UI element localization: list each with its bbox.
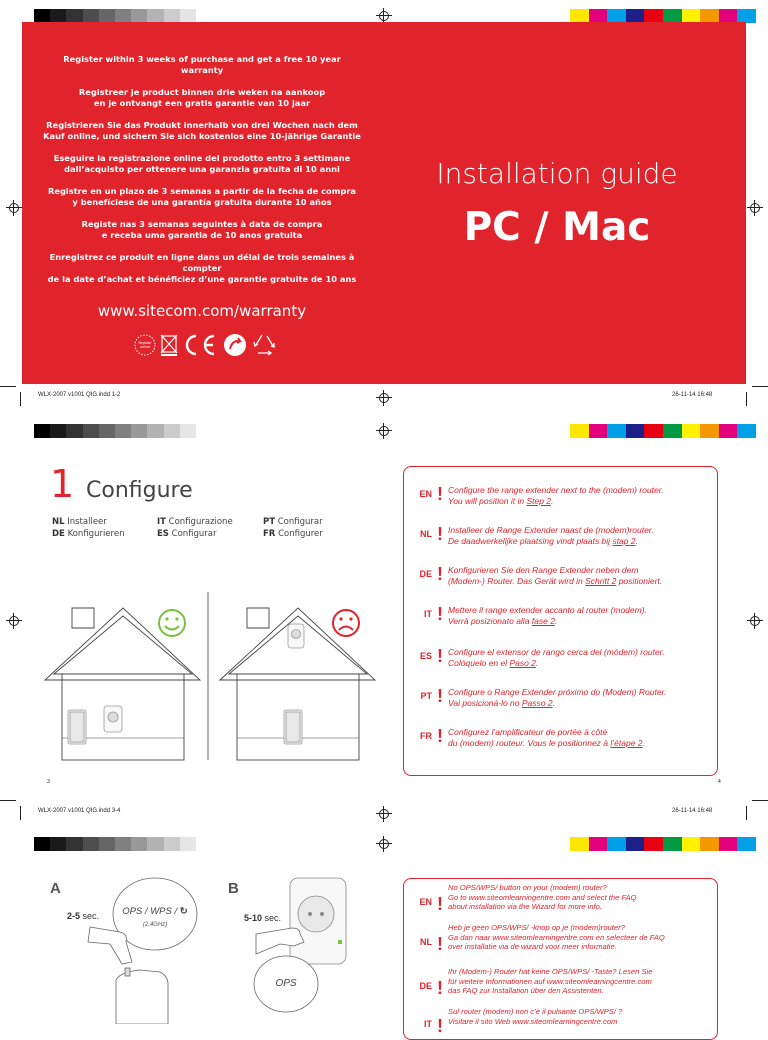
step1-instructions-box bbox=[403, 466, 718, 776]
color-bar-mid bbox=[570, 424, 756, 438]
guide-title: Installation guide bbox=[436, 157, 678, 190]
lang-text: Configurazione bbox=[168, 517, 233, 527]
warranty-url[interactable]: www.sitecom.com/warranty bbox=[97, 302, 307, 320]
crop-mark-icon bbox=[747, 200, 763, 216]
exclamation-icon: ! bbox=[437, 646, 443, 666]
range-extender-icon bbox=[290, 878, 346, 964]
instruction-punct: . bbox=[552, 697, 555, 708]
reg-de: Registrieren Sie das Produkt innerhalb von drei Wochen nach dem Kauf online, und sichern Sie sich kostenlos eine 10-jährige Garantie bbox=[43, 120, 361, 141]
lang-code: NL bbox=[420, 937, 432, 947]
duration-unit: sec. bbox=[264, 913, 282, 923]
step-link[interactable]: Paso 2 bbox=[509, 657, 536, 668]
recycle-arrow-icon bbox=[224, 334, 246, 356]
info-row bbox=[404, 923, 665, 953]
info-row bbox=[404, 1007, 622, 1035]
lang-text: Configurar bbox=[277, 517, 323, 527]
instruction-line: Configure the range extender next to the (modem) router. bbox=[448, 485, 664, 495]
crop-mark-icon bbox=[376, 806, 392, 822]
trim-mark bbox=[0, 800, 16, 801]
grayscale-bar-top bbox=[34, 9, 196, 23]
lang-text: Configurar bbox=[171, 529, 217, 539]
wps-button-icon: ↻ bbox=[177, 906, 188, 917]
trim-mark bbox=[752, 800, 768, 801]
trim-mark bbox=[752, 386, 768, 387]
info-line: No OPS/WPS/ button on your (modem) router? bbox=[448, 883, 607, 892]
trim-mark bbox=[20, 392, 21, 406]
smiley-sad-icon bbox=[333, 610, 359, 636]
lang-code: PT bbox=[420, 691, 432, 701]
exclamation-icon: ! bbox=[437, 1016, 443, 1036]
lang-code: ES bbox=[419, 651, 432, 661]
instruction-row bbox=[404, 525, 654, 546]
grayscale-bar-mid bbox=[34, 424, 196, 438]
instruction-punct: . bbox=[551, 495, 554, 506]
no-wps-info-box bbox=[403, 878, 718, 1040]
instruction-line: Installeer de Range Extender naast de (modem)router. bbox=[448, 525, 654, 535]
step-link[interactable]: Schritt 2 bbox=[585, 575, 617, 586]
exclamation-icon: ! bbox=[437, 934, 443, 954]
lang-code: NL bbox=[52, 517, 65, 527]
reg-es: Registre en un plazo de 3 semanas a partir de la fecha de compra y benefíciese de una garantía gratuita durante 10 años bbox=[47, 186, 357, 207]
step-title: Configure bbox=[86, 478, 193, 503]
info-line: Ga dan naar www.siteomlearningentre.com en selecteer de FAQ bbox=[448, 932, 665, 942]
instruction-row bbox=[404, 727, 645, 748]
duration-value: 5-10 bbox=[244, 913, 263, 923]
exclamation-icon: ! bbox=[437, 894, 443, 914]
slug-file: WLX-2007 v1001 QIG.indd 3-4 bbox=[38, 808, 121, 814]
color-bar-bottom bbox=[570, 837, 756, 851]
duration-unit: sec. bbox=[82, 911, 100, 921]
step-link[interactable]: stap 2 bbox=[612, 535, 636, 546]
crop-mark-icon bbox=[376, 423, 392, 439]
smiley-happy-icon bbox=[159, 610, 185, 636]
router-icon bbox=[68, 710, 86, 744]
lang-text: Configurer bbox=[278, 529, 323, 539]
instruction-line: Colóquelo en el bbox=[448, 657, 510, 668]
exclamation-icon: ! bbox=[437, 686, 443, 706]
instruction-line: Vai posicioná-lo no bbox=[448, 697, 522, 708]
reg-fr: Enregistrez ce produit en ligne dans un délai de trois semaines à compter de la date d’achat et bénéficiez d’une garantie gratuite de 10 ans bbox=[47, 252, 357, 284]
lang-code: DE bbox=[52, 529, 65, 539]
step-link[interactable]: l’étape 2 bbox=[610, 737, 643, 748]
step-link[interactable]: Passo 2 bbox=[521, 697, 553, 708]
crop-mark-icon bbox=[6, 613, 22, 629]
router-icon bbox=[284, 710, 302, 744]
wps-label-text: OPS / WPS / bbox=[122, 906, 178, 917]
lang-code: DE bbox=[419, 569, 432, 579]
lang-text: Installeer bbox=[67, 517, 107, 527]
instruction-row bbox=[404, 647, 665, 668]
svg-text:online: online bbox=[140, 345, 150, 349]
lang-code: EN bbox=[419, 897, 432, 907]
info-line: over installatie via de wizard voor meer informatie. bbox=[448, 942, 617, 951]
info-line: Sul router (modem) non c’è il pulsante OPS/WPS/ ? bbox=[448, 1007, 623, 1016]
instruction-line: (Modem-) Router. Das Gerät wird in bbox=[448, 575, 586, 586]
step-number: 1 bbox=[50, 462, 75, 506]
slug-date: 26-11-14 16:48 bbox=[672, 808, 713, 814]
step-link[interactable]: fase 2 bbox=[531, 615, 555, 626]
instruction-line: Mettere il range extender accanto al router (modem). bbox=[448, 605, 647, 615]
ops-bubble-label: OPS bbox=[275, 978, 297, 989]
crop-mark-icon bbox=[6, 200, 22, 216]
crop-mark-icon bbox=[747, 613, 763, 629]
instruction-punct: positioniert. bbox=[616, 575, 663, 586]
instruction-punct: . bbox=[554, 615, 558, 626]
instruction-line: You will position it in bbox=[448, 495, 527, 506]
info-line: Ihr (Modem-) Router hat keine OPS/WPS/ -Taste? Lesen Sie bbox=[448, 967, 653, 976]
instruction-row bbox=[404, 687, 666, 708]
lang-code: ES bbox=[157, 529, 169, 539]
instruction-line: Configurez l’amplificateur de portée à côté bbox=[448, 727, 608, 737]
reg-en: Register within 3 weeks of purchase and get a free 10 year warranty bbox=[63, 54, 341, 75]
instruction-line: Configure o Range Extender próximo do (Modem) Router. bbox=[448, 687, 667, 697]
page-number-right: 4 bbox=[718, 779, 721, 785]
instruction-punct: . bbox=[535, 657, 539, 668]
color-bar-top bbox=[570, 9, 756, 23]
recycling-icon bbox=[254, 335, 274, 355]
exclamation-icon: ! bbox=[437, 978, 443, 998]
info-row bbox=[404, 883, 637, 913]
instruction-line: Verrà posizionato alla bbox=[448, 615, 532, 626]
trim-mark bbox=[20, 806, 21, 820]
crop-mark-icon bbox=[376, 390, 392, 406]
wps-illustration bbox=[80, 872, 380, 1024]
exclamation-icon: ! bbox=[437, 604, 443, 624]
exclamation-icon: ! bbox=[437, 484, 443, 504]
cover-panel bbox=[22, 22, 746, 384]
range-extender-icon bbox=[288, 624, 304, 648]
step-translations bbox=[52, 517, 342, 541]
instruction-punct: . bbox=[635, 535, 638, 546]
info-line: das FAQ zur Installation über den Assistenten. bbox=[448, 986, 604, 995]
instruction-line: Configure el extensor de rango cerca del (módem) router. bbox=[448, 647, 665, 657]
grayscale-bar-bottom bbox=[34, 837, 196, 851]
instruction-row bbox=[404, 565, 662, 586]
info-line: Heb je geen OPS/WPS/ -knop op je (modem)router? bbox=[448, 923, 625, 932]
reg-it: Eseguire la registrazione online del prodotto entro 3 settimane dall’acquisto per ottenere una garanzia gratuita di 10 anni bbox=[53, 153, 351, 174]
slug-date: 26-11-14 16:48 bbox=[672, 392, 713, 398]
router-icon bbox=[116, 968, 168, 1024]
lang-code: FR bbox=[420, 731, 432, 741]
reg-nl: Registreer je product binnen drie weken na aankoop en je ontvangt een gratis garantie van 10 jaar bbox=[78, 87, 326, 108]
instruction-line: De daadwerkelijke plaatsing vindt plaats bij bbox=[448, 535, 613, 546]
info-line: about installation via the Wizard for more info. bbox=[448, 902, 602, 911]
lang-code: IT bbox=[157, 517, 166, 527]
duration-value: 2-5 bbox=[67, 911, 81, 921]
instruction-punct: . bbox=[642, 737, 645, 748]
exclamation-icon: ! bbox=[437, 524, 443, 544]
lang-code: FR bbox=[263, 529, 276, 539]
crop-mark-icon bbox=[376, 836, 392, 852]
exclamation-icon: ! bbox=[437, 726, 443, 746]
svg-text:Register: Register bbox=[138, 341, 152, 345]
info-line: für weitere Informationen auf www.siteomlearningcentre.com bbox=[448, 976, 652, 986]
certification-icons bbox=[134, 332, 284, 358]
lang-code: DE bbox=[419, 981, 432, 991]
register-badge-icon bbox=[135, 335, 155, 355]
lang-text: Konfigurieren bbox=[67, 529, 125, 539]
range-extender-icon bbox=[104, 706, 122, 732]
ce-mark-icon bbox=[187, 336, 214, 354]
guide-subtitle: PC / Mac bbox=[463, 205, 651, 250]
info-line: Go to www.siteomlearningentre.com and select the FAQ bbox=[448, 892, 637, 902]
page-number-left: 3 bbox=[47, 779, 50, 785]
wps-bubble-sub: (2.4GHz) bbox=[142, 922, 168, 928]
wps-bubble-label bbox=[120, 906, 190, 917]
lang-code: NL bbox=[420, 529, 432, 539]
instruction-line: Konfigurieren Sie den Range Extender neben dem bbox=[448, 565, 639, 575]
info-line: Visitare il sito Web www.siteomlearningcentre.com bbox=[448, 1016, 618, 1026]
trim-mark bbox=[746, 806, 747, 820]
instruction-line: du (modem) routeur. Vous le positionnez à bbox=[448, 737, 611, 748]
slug-file: WLX-2007 v1001 QIG.indd 1-2 bbox=[38, 392, 121, 398]
lang-code: PT bbox=[263, 517, 276, 527]
step-label-a: A bbox=[50, 880, 61, 897]
warranty-registration-text bbox=[42, 54, 362, 296]
placement-illustration bbox=[40, 588, 380, 768]
trim-mark bbox=[746, 392, 747, 406]
step-label-b: B bbox=[228, 880, 239, 897]
weee-bin-icon bbox=[161, 335, 177, 355]
lang-code: IT bbox=[424, 609, 432, 619]
lang-code: IT bbox=[424, 1019, 432, 1029]
reg-pt: Registe nas 3 semanas seguintes à data de compra e receba uma garantia de 10 anos gratuita bbox=[81, 219, 323, 240]
trim-mark bbox=[0, 386, 16, 387]
exclamation-icon: ! bbox=[437, 564, 443, 584]
instruction-row bbox=[404, 605, 647, 626]
lang-code: EN bbox=[419, 489, 432, 499]
step-link[interactable]: Step 2 bbox=[526, 495, 552, 506]
instruction-row bbox=[404, 485, 664, 506]
info-row bbox=[404, 967, 652, 997]
